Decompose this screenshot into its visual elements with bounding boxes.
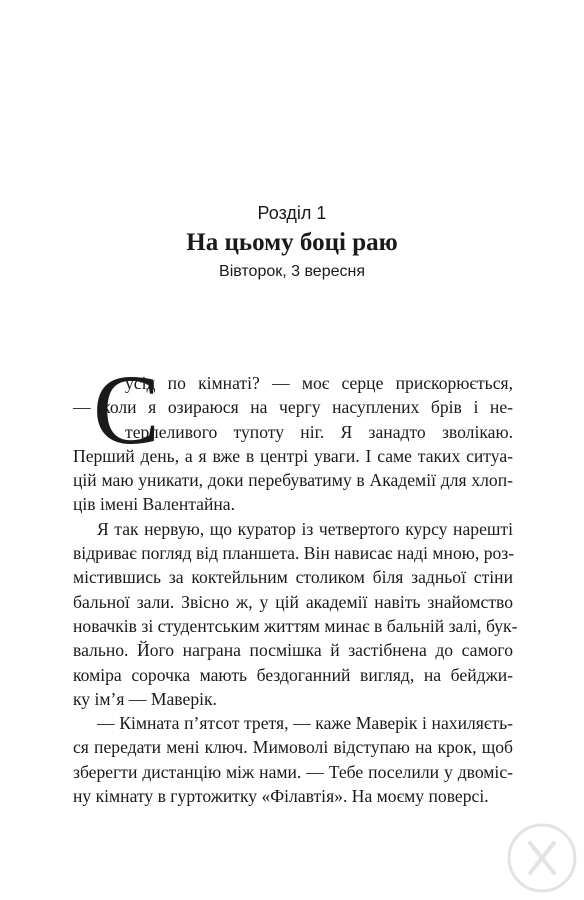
text-line: ся передати мені ключ. Мимоволі відступаю на крок, щоб bbox=[73, 737, 513, 758]
text-line: терпеливого тупоту ніг. Я занадто зволікаю. bbox=[125, 421, 513, 442]
body-text bbox=[73, 371, 518, 808]
text-line: Я так нервую, що куратор із четвертого курсу нарешті bbox=[97, 518, 513, 539]
chapter-title: На цьому боці раю bbox=[186, 229, 398, 256]
text-line: ку ім’я — Маверік. bbox=[73, 688, 217, 709]
text-line: новачків зі студентським життям минає в бальній залі, бук- bbox=[73, 615, 518, 636]
text-line: Перший день, а я вже в центрі уваги. І саме таких ситуа- bbox=[73, 445, 513, 466]
chapter-date: Вівторок, 3 вересня bbox=[219, 263, 365, 280]
watermark-x-logo bbox=[506, 822, 578, 894]
text-line: цій маю уникати, доки перебуватиму в Академії для хлоп- bbox=[73, 470, 513, 491]
drop-cap: С bbox=[93, 354, 160, 465]
text-line: бальної зали. Звісно ж, у цій академії навіть знайомство bbox=[73, 591, 513, 612]
text-line: усід по кімнаті? — моє серце прискорюється, bbox=[125, 373, 513, 393]
text-line: відриває погляд від планшета. Він нависає наді мною, роз- bbox=[73, 543, 515, 564]
text-line: — коли я озираюся на чергу насуплених брів і не- bbox=[73, 397, 513, 418]
text-line: ну кімнату в гуртожитку «Філавтія». На моєму поверсі. bbox=[73, 786, 489, 807]
text-line: містившись за коктейльним столиком біля задньої стіни bbox=[73, 567, 513, 588]
text-line: вально. Його награна посмішка й застібнена до самого bbox=[73, 640, 513, 661]
text-line: коміра сорочка мають бездоганний вигляд, на бейджи- bbox=[73, 664, 513, 685]
chapter-number: Розділ 1 bbox=[257, 203, 327, 223]
text-line: ців імені Валентайна. bbox=[73, 494, 235, 515]
text-line: зберегти дистанцію між нами. — Тебе поселили у двоміс- bbox=[73, 761, 513, 782]
text-line: — Кімната п’ятсот третя, — каже Маверік і нахиляєть- bbox=[97, 713, 513, 734]
